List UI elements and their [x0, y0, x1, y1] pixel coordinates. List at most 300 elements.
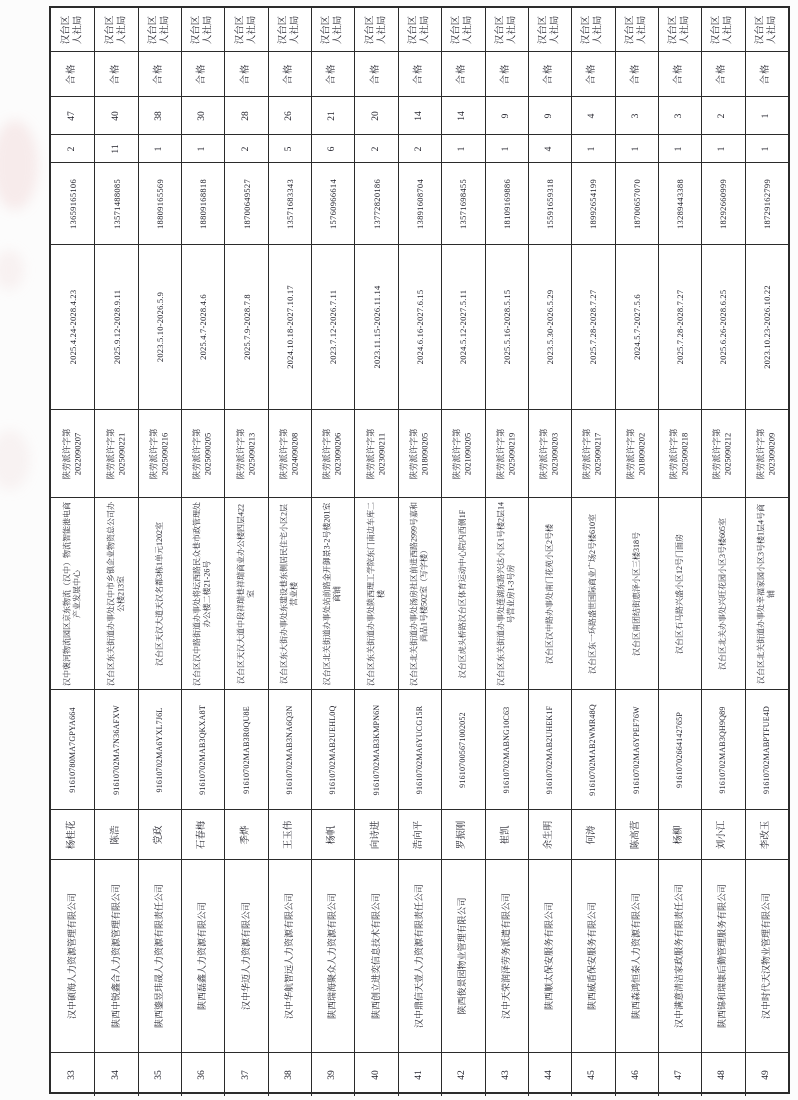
cell-license — [268, 409, 311, 497]
count_lower-text: 1 — [674, 146, 685, 151]
index-text: 44 — [544, 1069, 555, 1080]
cell-count_upper — [571, 96, 614, 134]
legal_person-text: 石春梅 — [197, 820, 208, 849]
cell-legal_person — [51, 809, 94, 859]
address-text: 汉台区东关街道办事处汉中市乡镇企业物资总公司办公楼213室 — [106, 501, 126, 686]
address-text: 汉台区北关街道办事处汤房社区前进西路2999号嘉和尚品1号楼502室（写字楼） — [409, 501, 429, 686]
cell-address — [485, 497, 528, 689]
index-text: 35 — [154, 1069, 165, 1080]
legal_person-text: 何涛 — [587, 825, 598, 845]
cell-index — [354, 1052, 397, 1096]
cell-phone — [181, 162, 224, 244]
count_upper-text: 3 — [674, 113, 685, 118]
address-text: 汉台区汉中路办事处南门花苑小区2号楼 — [544, 523, 554, 664]
count_lower-text: 1 — [457, 146, 468, 151]
cell-count_upper — [745, 96, 788, 134]
address-text: 汉台区虎头桥路汉台区体育运动中心院内西侧1F — [458, 509, 468, 678]
license-text — [755, 410, 778, 498]
cell-license — [311, 409, 354, 497]
cell-result — [398, 51, 441, 96]
license-prefix-text: 陕劳派许字第 — [711, 428, 722, 480]
license-text — [235, 410, 258, 498]
index-text: 34 — [110, 1069, 121, 1080]
cell-index — [51, 1052, 94, 1096]
credit_code-text: 91610702664142765P — [675, 711, 685, 788]
cell-issuer — [268, 8, 311, 51]
license-prefix-text: 陕劳派许字第 — [625, 428, 636, 480]
legal_person-text: 崔凯 — [500, 825, 511, 845]
cell-phone — [615, 162, 658, 244]
cell-index — [701, 1052, 744, 1096]
credit_code-text: 91610702MABNG10C63 — [501, 706, 511, 793]
cell-count_upper — [51, 96, 94, 134]
count_lower-text: 1 — [630, 146, 641, 151]
index-text: 48 — [717, 1069, 728, 1080]
issuer-text: 汉台区人社局 — [625, 15, 647, 44]
company-text: 陕西磊鑫人力资源有限公司 — [197, 902, 208, 1011]
cell-index — [528, 1052, 571, 1096]
cell-validity — [571, 244, 614, 409]
cell-company — [745, 859, 788, 1052]
cell-count_upper — [354, 96, 397, 134]
credit_code-text: 91610702MABPTFUE4D — [761, 705, 771, 794]
validity-text: 2023.7.12-2026.7.11 — [328, 289, 339, 365]
cell-credit_code — [745, 689, 788, 809]
license-text — [669, 410, 692, 498]
license-number-text: 2025090212 — [723, 432, 734, 475]
validity-text: 2025.7.9-2028.7.8 — [241, 294, 252, 360]
company-text: 陕西锦和瑞康后勤管理服务有限公司 — [717, 884, 728, 1029]
license-number-text: 2025090216 — [159, 432, 170, 475]
cell-phone — [398, 162, 441, 244]
count_lower-text: 2 — [240, 146, 251, 151]
address-text: 汉台区南团结街惠泽小区三楼318号 — [631, 531, 641, 656]
phone-text: 18729162799 — [761, 178, 772, 229]
license-text — [539, 410, 562, 498]
license-number-text: 2023090211 — [376, 432, 387, 475]
count_upper-text: 40 — [110, 110, 121, 121]
company-text: 汉中华迈人力资源有限公司 — [240, 902, 251, 1011]
license-prefix-text: 陕劳派许字第 — [321, 428, 332, 480]
result-text: 合格 — [717, 63, 728, 85]
cell-issuer — [615, 8, 658, 51]
cell-validity — [745, 244, 788, 409]
cell-validity — [224, 244, 267, 409]
cell-credit_code — [224, 689, 267, 809]
phone-text: 13571698455 — [458, 178, 469, 229]
cell-validity — [441, 244, 484, 409]
license-prefix-text: 陕劳派许字第 — [365, 428, 376, 480]
license-text — [452, 410, 475, 498]
cell-index — [311, 1052, 354, 1096]
issuer-text: 汉台区人社局 — [191, 15, 214, 44]
company-text: 陕西威盾保安服务有限公司 — [587, 902, 598, 1011]
cell-count_upper — [615, 96, 658, 134]
cell-license — [51, 409, 94, 497]
cell-credit_code — [311, 689, 354, 809]
cell-result — [51, 51, 94, 96]
cell-count_upper — [181, 96, 224, 134]
credit_code-text: 91610702MAB3R0QU8E — [241, 705, 251, 794]
count_upper-text: 9 — [544, 113, 555, 118]
validity-text: 2023.5.10-2026.5.9 — [154, 291, 165, 363]
address-text: 汉台区东关街道办事处陕西理工学院东门南边车库二楼 — [366, 501, 386, 686]
cell-result — [745, 51, 788, 96]
credit_code-text: 91610702MAB3NA6Q3N — [285, 705, 295, 794]
validity-text: 2025.7.28-2028.7.27 — [588, 289, 599, 365]
cell-credit_code — [571, 689, 614, 809]
index-text: 41 — [414, 1069, 425, 1080]
license-prefix-text: 陕劳派许字第 — [148, 428, 159, 480]
cell-legal_person — [441, 809, 484, 859]
cell-company — [528, 859, 571, 1052]
cell-address — [94, 497, 137, 689]
address-text: 汉台区东关街道办事处莲湖东路兴达小区1号楼2层14号营业房1-3号房 — [496, 501, 516, 686]
cell-license — [745, 409, 788, 497]
cell-count_upper — [138, 96, 181, 134]
credit_code-text: 91610702MAB3QH9Q89 — [718, 705, 728, 794]
cell-result — [268, 51, 311, 96]
cell-result — [441, 51, 484, 96]
cell-company — [268, 859, 311, 1052]
issuer-text: 汉台区人社局 — [278, 15, 300, 44]
cell-result — [311, 51, 354, 96]
license-number-text: 2018090202 — [636, 432, 647, 475]
license-prefix-text: 陕劳派许字第 — [451, 428, 462, 480]
cell-count_lower — [311, 134, 354, 162]
cell-phone — [485, 162, 528, 244]
validity-text: 2024.5.12-2027.5.11 — [458, 289, 469, 365]
cell-count_lower — [745, 134, 788, 162]
cell-credit_code — [398, 689, 441, 809]
cell-phone — [51, 162, 94, 244]
license-number-text: 2023090209 — [766, 432, 777, 475]
count_upper-text: 20 — [370, 110, 381, 121]
legal_person-text: 李改玉 — [761, 820, 772, 849]
license-text — [712, 410, 735, 498]
result-text: 合格 — [197, 63, 208, 85]
cell-phone — [354, 162, 397, 244]
cell-validity — [94, 244, 137, 409]
legal_person-text: 陈高营 — [630, 820, 641, 849]
result-text: 合格 — [544, 63, 555, 85]
index-text: 47 — [674, 1069, 685, 1080]
cell-phone — [701, 162, 744, 244]
license-text — [495, 410, 518, 498]
company-text: 陕西创立进奕信息技术有限公司 — [370, 893, 381, 1020]
license-number-text: 2022090207 — [72, 432, 83, 475]
count_upper-text: 28 — [240, 110, 251, 121]
cell-issuer — [528, 8, 571, 51]
cell-address — [615, 497, 658, 689]
cell-credit_code — [354, 689, 397, 809]
legal_person-text: 杨柳 — [674, 825, 685, 845]
cell-address — [441, 497, 484, 689]
cell-count_lower — [441, 134, 484, 162]
cell-legal_person — [658, 809, 701, 859]
cell-validity — [701, 244, 744, 409]
count_upper-text: 9 — [500, 113, 511, 118]
validity-text: 2025.4.24-2028.4.23 — [67, 289, 78, 365]
cell-index — [615, 1052, 658, 1096]
cell-company — [571, 859, 614, 1052]
cell-phone — [658, 162, 701, 244]
cell-license — [94, 409, 137, 497]
cell-credit_code — [441, 689, 484, 809]
cell-validity — [485, 244, 528, 409]
cell-index — [94, 1052, 137, 1096]
license-table — [49, 6, 790, 1094]
cell-license — [571, 409, 614, 497]
phone-text: 13289443388 — [674, 178, 685, 229]
cell-result — [138, 51, 181, 96]
cell-issuer — [311, 8, 354, 51]
company-text: 汉中满意清洁家政服务有限责任公司 — [674, 884, 685, 1029]
cell-legal_person — [398, 809, 441, 859]
phone-text: 13659165106 — [67, 178, 78, 229]
validity-text: 2023.11.15-2026.11.14 — [371, 285, 382, 369]
license-number-text: 2023090203 — [550, 432, 561, 475]
count_upper-text: 4 — [587, 113, 598, 118]
cell-credit_code — [658, 689, 701, 809]
result-text: 合格 — [370, 63, 381, 85]
cell-validity — [51, 244, 94, 409]
cell-credit_code — [268, 689, 311, 809]
count_lower-text: 1 — [587, 146, 598, 151]
cell-count_upper — [441, 96, 484, 134]
cell-validity — [528, 244, 571, 409]
phone-text: 15591659318 — [544, 178, 555, 229]
count_lower-text: 2 — [370, 146, 381, 151]
index-text: 43 — [500, 1069, 511, 1080]
address-text: 汉中褒河物流园区京东物流（汉中）物流智能港电商产业发展中心 — [62, 501, 82, 686]
company-text: 陕西顺太保安服务有限公司 — [544, 902, 555, 1011]
license-number-text: 2025090219 — [506, 432, 517, 475]
cell-company — [658, 859, 701, 1052]
credit_code-text: 91610702MA7N36AFXW — [111, 704, 121, 795]
cell-issuer — [441, 8, 484, 51]
count_lower-text: 4 — [544, 146, 555, 151]
cell-license — [138, 409, 181, 497]
validity-text: 2025.5.16-2028.5.15 — [501, 289, 512, 365]
phone-text: 13571683343 — [284, 178, 295, 229]
count_lower-text: 11 — [110, 143, 121, 154]
result-text: 合格 — [240, 63, 251, 85]
address-text: 汉台区东一环路盛世国际商业广场2号楼610室 — [588, 513, 598, 674]
cell-count_upper — [224, 96, 267, 134]
cell-count_lower — [94, 134, 137, 162]
cell-issuer — [398, 8, 441, 51]
license-prefix-text: 陕劳派许字第 — [235, 428, 246, 480]
cell-phone — [441, 162, 484, 244]
phone-text: 18700649527 — [241, 178, 252, 229]
cell-company — [51, 859, 94, 1052]
company-text: 陕西森鸿恒泰人力资源有限公司 — [630, 893, 641, 1020]
credit_code-text: 91610702MA6YPEF76W — [631, 705, 641, 794]
result-text: 合格 — [674, 63, 685, 85]
address-text: 汉台区石马路兴盛小区12号门面房 — [674, 533, 684, 654]
license-prefix-text: 陕劳派许字第 — [495, 428, 506, 480]
cell-legal_person — [745, 809, 788, 859]
count_lower-text: 1 — [717, 146, 728, 151]
issuer-text: 汉台区人社局 — [755, 15, 777, 44]
cell-company — [181, 859, 224, 1052]
index-text: 36 — [197, 1069, 208, 1080]
cell-address — [311, 497, 354, 689]
cell-count_upper — [658, 96, 701, 134]
cell-phone — [528, 162, 571, 244]
legal_person-text: 陈浩 — [110, 825, 121, 845]
index-text: 38 — [284, 1069, 295, 1080]
count_lower-text: 1 — [761, 146, 772, 151]
cell-license — [658, 409, 701, 497]
address-text: 汉台区北关办事处兴旺花园小区3号楼605室 — [718, 517, 728, 670]
issuer-text: 汉台区人社局 — [711, 15, 734, 44]
count_lower-text: 1 — [154, 146, 165, 151]
cell-phone — [138, 162, 181, 244]
cell-license — [528, 409, 571, 497]
cell-count_lower — [181, 134, 224, 162]
issuer-text: 汉台区人社局 — [104, 15, 127, 44]
company-text: 陕西瑞海聚众人力资源有限公司 — [327, 893, 338, 1020]
result-text: 合格 — [154, 63, 165, 85]
cell-address — [571, 497, 614, 689]
credit_code-text: 91610780MA7GPYA664 — [67, 706, 77, 793]
cell-count_upper — [485, 96, 528, 134]
cell-address — [181, 497, 224, 689]
license-number-text: 2018090205 — [419, 432, 430, 475]
index-text: 45 — [587, 1069, 598, 1080]
legal_person-text: 杨帆 — [327, 825, 338, 845]
address-text: 汉台区汉中路街道办事处将坛西路民众巷市政管理处办公楼二楼21-26号 — [192, 501, 213, 686]
phone-text: 18809168818 — [198, 178, 209, 229]
issuer-text: 汉台区人社局 — [321, 15, 344, 44]
count_lower-text: 5 — [284, 146, 295, 151]
cell-index — [745, 1052, 788, 1096]
company-text: 陕西俊景园物业管理有限公司 — [457, 897, 468, 1015]
legal_person-text: 刘小江 — [717, 820, 728, 849]
cell-issuer — [138, 8, 181, 51]
issuer-text: 汉台区人社局 — [668, 15, 691, 44]
cell-count_lower — [615, 134, 658, 162]
issuer-text: 汉台区人社局 — [495, 15, 517, 44]
cell-license — [224, 409, 267, 497]
cell-index — [485, 1052, 528, 1096]
issuer-text: 汉台区人社局 — [148, 15, 170, 44]
cell-legal_person — [311, 809, 354, 859]
company-text: 陕西中锐鑫合人力资源管理有限公司 — [110, 884, 121, 1029]
license-prefix-text: 陕劳派许字第 — [61, 428, 72, 480]
cell-result — [701, 51, 744, 96]
result-text: 合格 — [500, 63, 511, 85]
cell-result — [571, 51, 614, 96]
cell-legal_person — [571, 809, 614, 859]
cell-company — [398, 859, 441, 1052]
cell-validity — [354, 244, 397, 409]
license-number-text: 2025090218 — [680, 432, 691, 475]
result-text: 合格 — [761, 63, 772, 85]
license-text — [148, 410, 171, 498]
cell-count_lower — [354, 134, 397, 162]
cell-legal_person — [94, 809, 137, 859]
cell-result — [615, 51, 658, 96]
count_upper-text: 21 — [327, 110, 338, 121]
cell-count_lower — [224, 134, 267, 162]
cell-company — [138, 859, 181, 1052]
license-number-text: 2021090205 — [463, 432, 474, 475]
count_upper-text: 30 — [197, 110, 208, 121]
license-text — [625, 410, 648, 498]
cell-issuer — [181, 8, 224, 51]
count_upper-text: 1 — [761, 113, 772, 118]
legal_person-text: 罗振刚 — [457, 820, 468, 849]
cell-index — [398, 1052, 441, 1096]
credit_code-text: 91610702MAB2WMR48Q — [588, 703, 598, 796]
cell-result — [354, 51, 397, 96]
result-text: 合格 — [457, 63, 468, 85]
cell-credit_code — [138, 689, 181, 809]
credit_code-text: 91610702MA6YXL7J6L — [155, 707, 164, 792]
count_upper-text: 3 — [630, 113, 641, 118]
cell-index — [571, 1052, 614, 1096]
credit_code-text: 916107005671002052 — [458, 711, 468, 788]
company-text: 汉中华航智远人力资源有限公司 — [284, 893, 295, 1020]
cell-issuer — [658, 8, 701, 51]
cell-result — [485, 51, 528, 96]
result-text: 合格 — [587, 63, 598, 85]
cell-count_lower — [138, 134, 181, 162]
license-prefix-text: 陕劳派许字第 — [668, 428, 679, 480]
phone-text: 18992654199 — [588, 178, 599, 229]
license-number-text: 2025090217 — [593, 432, 604, 475]
cell-result — [224, 51, 267, 96]
index-text: 40 — [370, 1069, 381, 1080]
cell-issuer — [224, 8, 267, 51]
cell-count_lower — [571, 134, 614, 162]
issuer-text: 汉台区人社局 — [365, 15, 387, 44]
license-text — [409, 410, 432, 498]
cell-count_lower — [51, 134, 94, 162]
credit_code-text: 91610702MAB2UEHL0Q — [328, 705, 338, 794]
company-text: 陕西鎏昱玮晟人力资源有限责任公司 — [154, 884, 165, 1029]
cell-index — [181, 1052, 224, 1096]
cell-issuer — [745, 8, 788, 51]
cell-address — [138, 497, 181, 689]
cell-count_lower — [485, 134, 528, 162]
count_lower-text: 1 — [197, 146, 208, 151]
license-number-text: 2024090208 — [289, 432, 300, 475]
legal_person-text: 党政 — [154, 825, 165, 845]
cell-legal_person — [181, 809, 224, 859]
license-number-text: 2023090206 — [333, 432, 344, 475]
validity-text: 2024.5.7-2027.5.6 — [631, 294, 642, 360]
cell-validity — [181, 244, 224, 409]
result-text: 合格 — [630, 63, 641, 85]
address-text: 汉台区天汉大道天汉名都3栋1单元1202室 — [154, 521, 164, 666]
cell-company — [311, 859, 354, 1052]
cell-issuer — [51, 8, 94, 51]
cell-company — [701, 859, 744, 1052]
cell-validity — [398, 244, 441, 409]
index-text: 33 — [66, 1069, 77, 1080]
issuer-text: 汉台区人社局 — [538, 15, 561, 44]
license-text — [105, 410, 128, 498]
cell-legal_person — [138, 809, 181, 859]
count_upper-text: 2 — [717, 113, 728, 118]
cell-license — [398, 409, 441, 497]
validity-text: 2025.4.7-2028.4.6 — [198, 294, 209, 360]
result-text: 合格 — [414, 63, 425, 85]
